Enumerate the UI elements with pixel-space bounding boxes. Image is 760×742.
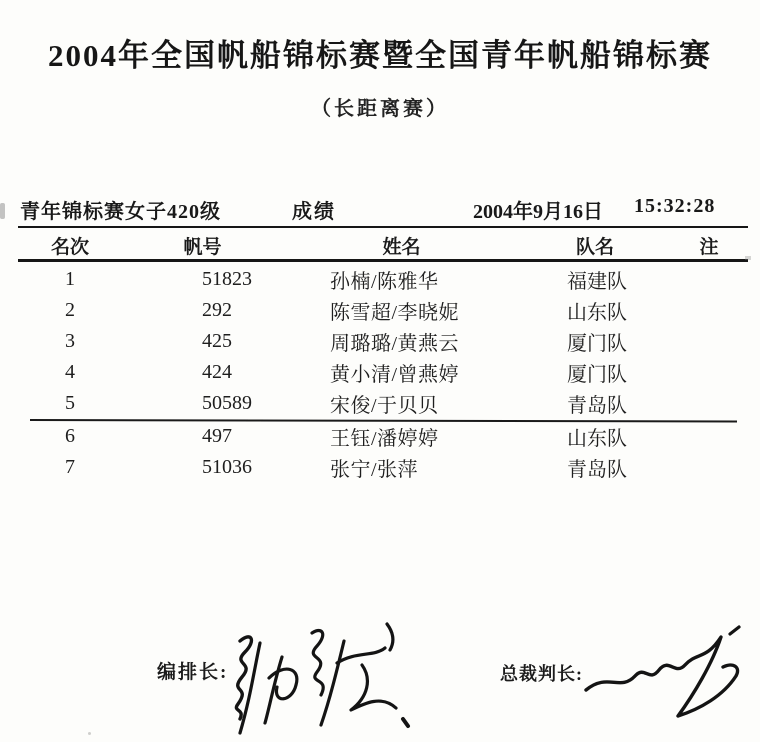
- team-cell: 青岛队: [567, 459, 627, 481]
- sail-number-cell: 51036: [202, 456, 252, 478]
- sail-number-cell: 51823: [202, 268, 252, 290]
- team-cell: 厦门队: [567, 333, 627, 355]
- document-title: 2004年全国帆船锦标赛暨全国青年帆船锦标赛: [48, 38, 712, 73]
- horizontal-rule-top: [18, 226, 748, 228]
- table-row: [18, 357, 748, 388]
- sail-number-cell: 424: [202, 361, 232, 383]
- document-subtitle: （长距离赛）: [311, 98, 449, 120]
- column-header-names: 姓名: [382, 236, 421, 258]
- table-row: [18, 264, 748, 295]
- chief-judge-label: 总裁判长:: [500, 664, 583, 684]
- table-row: [18, 295, 748, 326]
- crew-names-cell: 王钰/潘婷婷: [330, 428, 439, 450]
- team-cell: 山东队: [567, 428, 627, 450]
- result-date: 2004年9月16日: [473, 201, 603, 223]
- team-cell: 厦门队: [567, 364, 627, 386]
- crew-names-cell: 宋俊/于贝贝: [330, 395, 439, 417]
- crew-names-cell: 陈雪超/李晓妮: [330, 302, 460, 324]
- crew-names-cell: 张宁/张萍: [330, 459, 419, 481]
- team-cell: 山东队: [567, 302, 627, 324]
- sail-number-cell: 292: [202, 299, 232, 321]
- crew-names-cell: 周璐璐/黄燕云: [330, 333, 460, 355]
- team-cell: 青岛队: [567, 395, 627, 417]
- scan-speckle: [88, 732, 91, 735]
- rank-cell: 3: [65, 330, 75, 352]
- table-row: [18, 452, 748, 483]
- result-label: 成绩: [292, 201, 336, 223]
- column-header-note: 注: [699, 236, 719, 258]
- chief-judge-signature-image: [582, 624, 750, 724]
- rank-cell: 4: [65, 361, 75, 383]
- horizontal-rule-header: [18, 259, 748, 262]
- crew-names-cell: 孙楠/陈雅华: [330, 271, 439, 293]
- event-class-label: 青年锦标赛女子420级: [20, 201, 221, 223]
- table-row: [18, 388, 748, 419]
- sail-number-cell: 425: [202, 330, 232, 352]
- column-header-rank: 名次: [50, 236, 89, 258]
- chief-scorer-label: 编排长:: [157, 662, 229, 683]
- rank-cell: 6: [65, 425, 75, 447]
- result-time: 15:32:28: [634, 195, 716, 217]
- table-row: [18, 421, 748, 452]
- team-cell: 福建队: [567, 271, 627, 293]
- rank-cell: 5: [65, 392, 75, 414]
- scan-speckle: [745, 256, 751, 260]
- table-body: [18, 264, 748, 483]
- scan-speckle: [0, 203, 5, 219]
- table-row: [18, 326, 748, 357]
- table-header-row: [18, 231, 748, 259]
- column-header-team: 队名: [575, 236, 614, 258]
- sail-number-cell: 497: [202, 425, 232, 447]
- rank-cell: 1: [65, 268, 75, 290]
- sail-number-cell: 50589: [202, 392, 252, 414]
- rank-cell: 7: [65, 456, 75, 478]
- column-header-sail: 帆号: [183, 236, 222, 258]
- chief-scorer-signature-image: [224, 611, 416, 741]
- crew-names-cell: 黄小清/曾燕婷: [330, 364, 460, 386]
- rank-cell: 2: [65, 299, 75, 321]
